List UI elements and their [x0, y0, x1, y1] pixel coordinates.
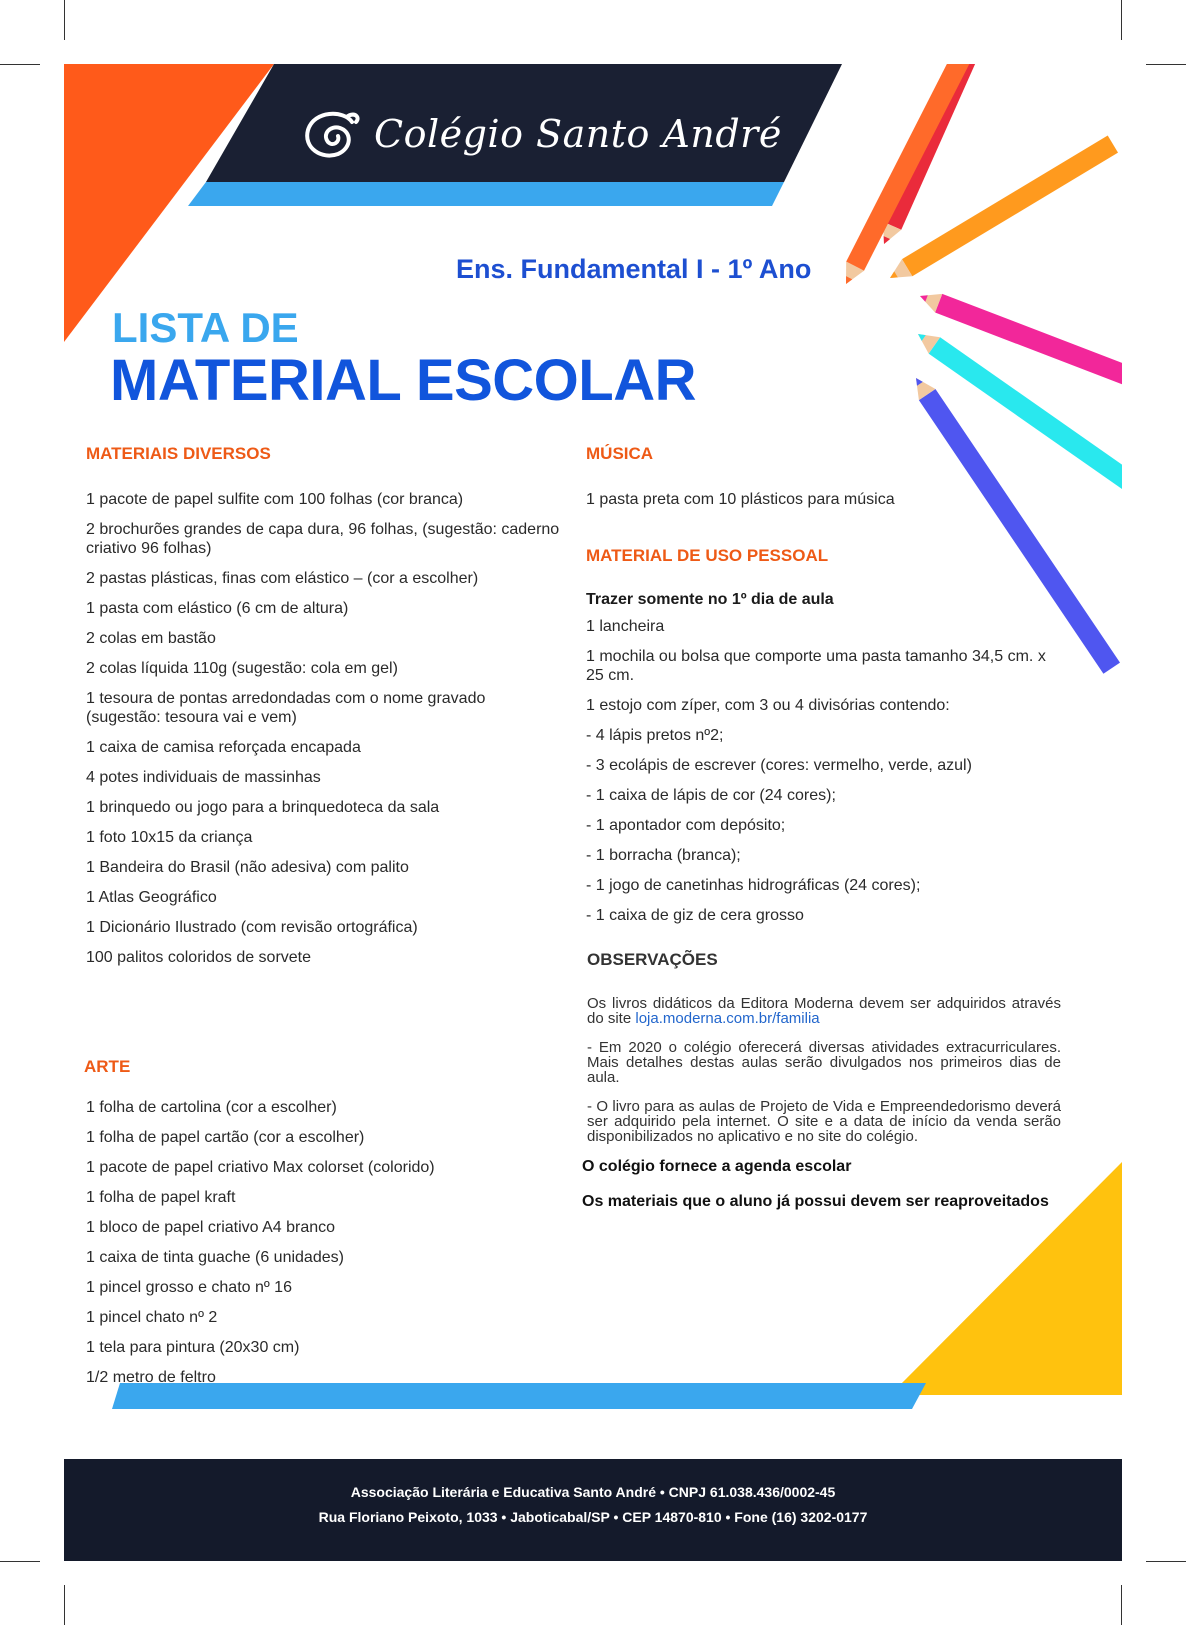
list-item: 1/2 metro de feltro: [86, 1369, 216, 1386]
list-item: 1 tela para pintura (20x30 cm): [86, 1339, 300, 1356]
materiais-diversos-list: [86, 490, 564, 967]
list-item: 1 tesoura de pontas arredondadas com o nome gravado (sugestão: tesoura vai e vem): [86, 690, 486, 726]
list-item: 1 folha de papel kraft: [86, 1189, 236, 1206]
list-item: - 3 ecolápis de escrever (cores: vermelho, verde, azul): [586, 757, 972, 774]
list-item: 1 bloco de papel criativo A4 branco: [86, 1219, 336, 1236]
observacao-projeto-de-vida: - O livro para as aulas de Projeto de Vida e Empreendedorismo deverá ser adquirido pela internet. O site e a data de início da venda serão disponibilizados no aplicativo e no site do colégio.: [587, 1098, 1061, 1145]
list-item: 1 pasta preta com 10 plásticos para música: [586, 491, 895, 508]
list-item: 1 pincel grosso e chato nº 16: [86, 1279, 292, 1296]
grade-label: Ens. Fundamental I - 1º Ano: [456, 254, 812, 284]
list-item: 1 foto 10x15 da criança: [86, 829, 253, 846]
list-item: 1 Bandeira do Brasil (não adesiva) com palito: [86, 859, 409, 876]
list-item: 100 palitos coloridos de sorvete: [86, 949, 312, 966]
list-item: 1 Dicionário Ilustrado (com revisão ortográfica): [86, 919, 418, 936]
observacoes-section: [587, 950, 1061, 1158]
section-heading: ARTE: [84, 1057, 131, 1076]
list-item: 1 estojo com zíper, com 3 ou 4 divisórias contendo:: [586, 697, 950, 714]
reaproveitar-note: Os materiais que o aluno já possui devem ser reaproveitados: [582, 1193, 1049, 1210]
list-item: 1 caixa de camisa reforçada encapada: [86, 739, 361, 756]
list-item: - 1 jogo de canetinhas hidrográficas (24 cores);: [586, 877, 921, 894]
list-item: 4 potes individuais de massinhas: [86, 769, 321, 786]
list-item: 1 pasta com elástico (6 cm de altura): [86, 600, 349, 617]
list-item: 1 folha de cartolina (cor a escolher): [86, 1099, 337, 1116]
list-item: 2 pastas plásticas, finas com elástico – (cor a escolher): [86, 570, 479, 587]
blue-stripe: [188, 182, 784, 206]
footer-address: Rua Floriano Peixoto, 1033 • Jaboticabal/SP • CEP 14870-810 • Fone (16) 3202-0177: [318, 1509, 868, 1525]
flyer-page: [64, 64, 1122, 1561]
list-item: 1 Atlas Geográfico: [86, 889, 217, 906]
footer-association: Associação Literária e Educativa Santo André • CNPJ 61.038.436/0002-45: [350, 1484, 836, 1500]
musica-list: [586, 490, 1060, 509]
list-item: - 1 apontador com depósito;: [586, 817, 786, 834]
section-heading: MATERIAL DE USO PESSOAL: [586, 546, 829, 565]
uso-pessoal-list: [586, 617, 1060, 925]
section-heading: MATERIAIS DIVERSOS: [86, 444, 271, 463]
list-item: - 1 borracha (branca);: [586, 847, 741, 864]
observacao-atividades: - Em 2020 o colégio oferecerá diversas atividades extracurriculares. Mais detalhes destas aulas serão divulgados nos primeiros dias de aula.: [587, 1039, 1061, 1086]
delivery-banner: Entrega de materiais: 27/01 - Início das aulas e reunião de pais: 28/01: [148, 1434, 838, 1457]
school-name: Colégio Santo André: [374, 112, 782, 156]
section-heading: OBSERVAÇÕES: [587, 950, 718, 969]
observacao-livros-text: Os livros didáticos da Editora Moderna devem ser adquiridos através do site: [587, 995, 1061, 1027]
crop-mark: [1146, 64, 1186, 65]
observacao-livros: [587, 996, 1061, 1026]
list-item: - 4 lápis pretos nº2;: [586, 727, 724, 744]
arte-list: [84, 1098, 562, 1387]
list-item: 1 pacote de papel sulfite com 100 folhas (cor branca): [86, 491, 464, 508]
section-heading: MÚSICA: [586, 444, 654, 463]
list-item: 1 pincel chato nº 2: [86, 1309, 218, 1326]
list-item: 1 lancheira: [586, 618, 665, 635]
list-item: 1 mochila ou bolsa que comporte uma pasta tamanho 34,5 cm. x 25 cm.: [586, 648, 1046, 684]
uso-pessoal-section: [586, 546, 1060, 936]
crop-mark: [0, 1561, 40, 1562]
list-item: 1 folha de papel cartão (cor a escolher): [86, 1129, 365, 1146]
list-item: - 1 caixa de lápis de cor (24 cores);: [586, 787, 836, 804]
swirl-logo-icon: [300, 102, 364, 166]
list-item: 2 colas líquida 110g (sugestão: cola em gel): [86, 660, 398, 677]
agenda-note: O colégio fornece a agenda escolar: [582, 1158, 852, 1175]
crop-mark: [64, 1585, 65, 1625]
school-logo: [300, 102, 782, 166]
crop-mark: [1121, 1585, 1122, 1625]
musica-section: [586, 444, 1060, 520]
crop-mark: [1121, 0, 1122, 40]
crop-mark: [1146, 1561, 1186, 1562]
crop-mark: [0, 64, 40, 65]
page-title-line1: LISTA DE: [112, 304, 299, 351]
crop-mark: [64, 0, 65, 40]
page-title-line2: MATERIAL ESCOLAR: [110, 348, 696, 413]
materiais-diversos-section: [86, 444, 564, 978]
list-item: 1 caixa de tinta guache (6 unidades): [86, 1249, 344, 1266]
list-item: 1 brinquedo ou jogo para a brinquedoteca da sala: [86, 799, 440, 816]
list-item: 2 brochurões grandes de capa dura, 96 folhas, (sugestão: caderno criativo 96 folhas): [86, 521, 560, 557]
list-item: - 1 caixa de giz de cera grosso: [586, 907, 804, 924]
list-item: 1 pacote de papel criativo Max colorset (colorido): [86, 1159, 435, 1176]
uso-pessoal-lead: Trazer somente no 1º dia de aula: [586, 591, 834, 608]
list-item: 2 colas em bastão: [86, 630, 216, 647]
moderna-store-link[interactable]: loja.moderna.com.br/familia: [635, 1010, 820, 1027]
footer: [64, 1459, 1122, 1561]
arte-section: [84, 1057, 562, 1398]
